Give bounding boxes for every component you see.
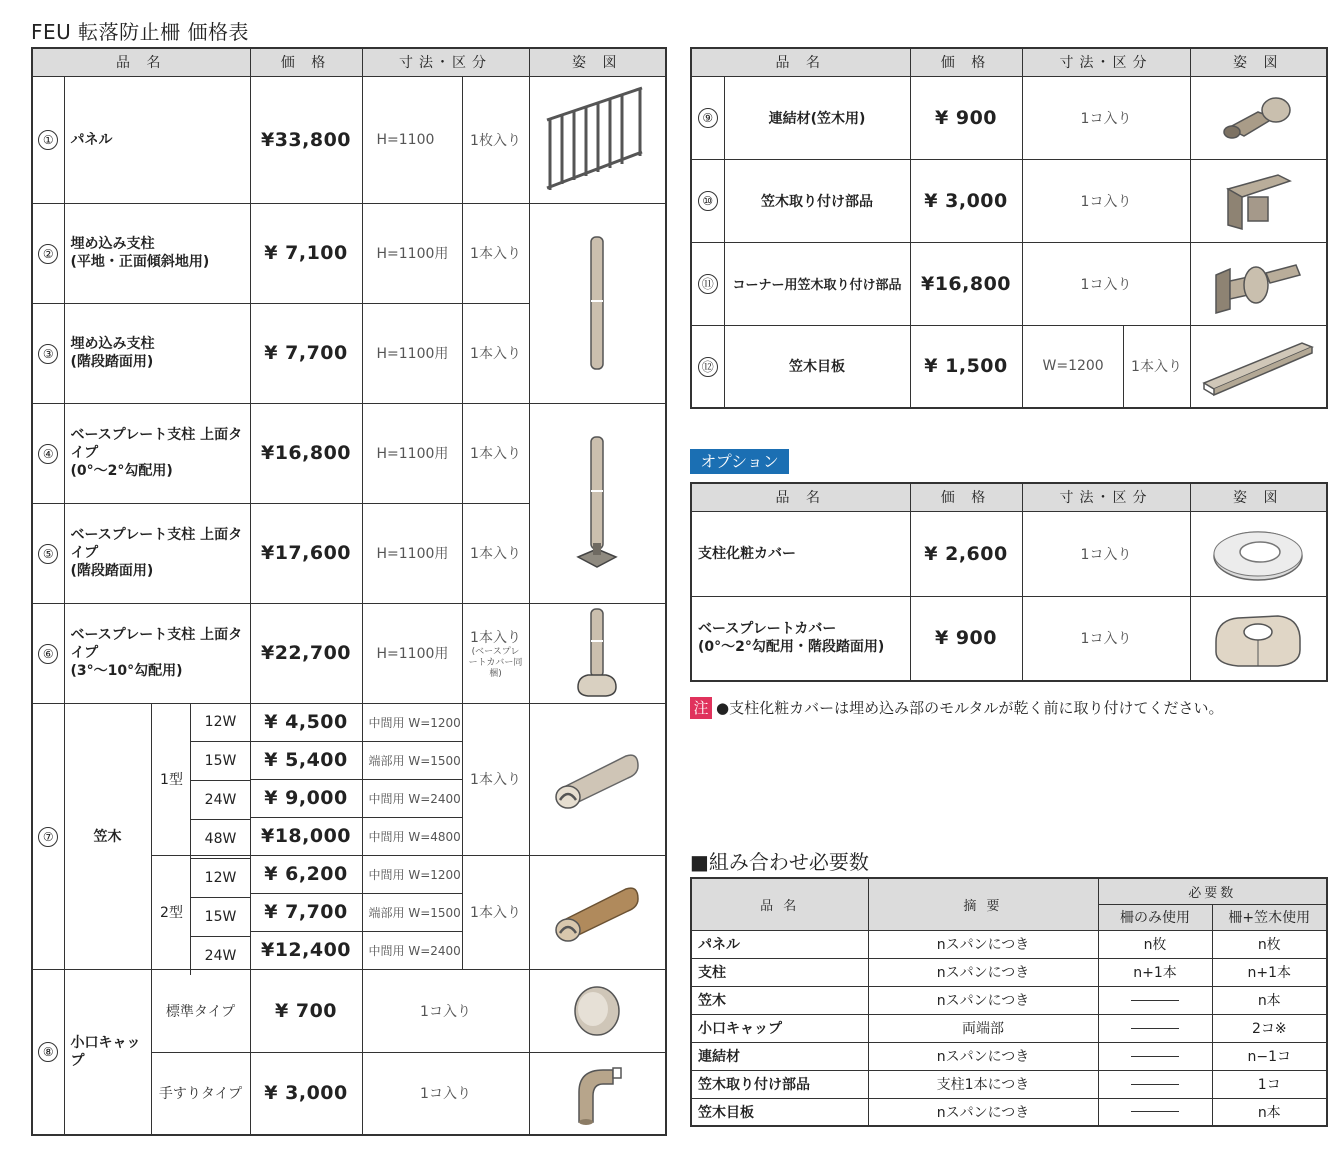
table-row [691,1098,1327,1126]
combo-fence-only [1098,1070,1212,1098]
combo-fence-handrail: n本 [1212,986,1327,1014]
table-row [691,511,1327,596]
width-label: 24W [190,780,250,819]
combo-header-need: 必要数 [1098,878,1327,904]
item-price: ¥ 1,500 [910,325,1022,408]
dash-mark [1131,1111,1179,1112]
item-number: ⑤ [38,544,58,564]
cap-handrail-figure [529,1052,666,1135]
item-qty: 1本入り (ベースプレートカバー同梱) [462,603,529,703]
item-price: ¥12,400 [250,931,362,969]
dash-mark [1131,1056,1179,1057]
item-price: ¥ 700 [250,969,362,1052]
header-name: 品 名 [691,483,910,511]
item-price: ¥17,600 [250,503,362,603]
bracket-image-icon [1218,169,1298,233]
note [690,697,1224,719]
item-size: H=1100 [362,76,462,203]
combo-fence-only [1098,1098,1212,1126]
elbow-cap-image-icon [567,1058,627,1128]
item-number: ④ [38,444,58,464]
item-number: ② [38,244,58,264]
item-price: ¥ 3,000 [250,1052,362,1135]
item-price: ¥33,800 [250,76,362,203]
width-label: 15W [190,741,250,780]
cap-standard-figure [529,969,666,1052]
corner-bracket-image-icon [1208,251,1308,317]
item-name: 支柱化粧カバー [691,511,910,596]
header-figure: 姿 図 [1190,48,1327,76]
item-number: ⑧ [38,1042,58,1062]
combo-item-name: 支柱 [691,958,868,986]
table-row [691,76,1327,159]
combo-fence-only: n+1本 [1098,958,1212,986]
type-label: 2型 [160,905,183,921]
item-size: 端部用 W=1500 [362,741,462,779]
item-qty: 1本入り [462,403,529,503]
width-label: 15W [190,897,250,936]
item-name: 笠木取り付け部品 [724,159,910,242]
combo-desc: 支柱1本につき [868,1070,1098,1098]
item-price: ¥ 4,500 [250,703,362,741]
page-title: FEU 転落防止柵 価格表 [31,20,249,44]
item-price: ¥16,800 [910,242,1022,325]
item-price: ¥ 2,600 [910,511,1022,596]
table-row [691,159,1327,242]
item-qty: 1コ入り [1022,511,1190,596]
accessory-price-table [690,47,1328,409]
post-figure [529,203,666,403]
table-row [691,325,1327,408]
item-size: 中間用 W=2400 [362,779,462,817]
table-row [691,242,1327,325]
combo-item-name: 連結材 [691,1042,868,1070]
item-price: ¥22,700 [250,603,362,703]
table-row [691,1070,1327,1098]
combo-fence-handrail: 2コ※ [1212,1014,1327,1042]
combo-item-name: 笠木取り付け部品 [691,1070,868,1098]
bracket-figure [1190,159,1327,242]
combination-title: ■組み合わせ必要数 [690,850,869,874]
handrail-type1-image-icon [552,744,642,814]
header-size: 寸法･区分 [1022,48,1190,76]
table-row [32,403,666,503]
combo-fence-only [1098,1014,1212,1042]
table-row [691,1042,1327,1070]
cover-strip-image-icon [1198,333,1318,399]
combo-desc: 両端部 [868,1014,1098,1042]
item-size: 端部用 W=1500 [362,893,462,931]
header-figure: 姿 図 [529,48,666,76]
item-name: 連結材(笠木用) [724,76,910,159]
item-price: ¥ 6,200 [250,855,362,893]
item-price: ¥ 900 [910,76,1022,159]
header-size: 寸法･区分 [1022,483,1190,511]
item-number: ① [38,130,58,150]
post-cover-image-icon [1208,524,1308,584]
combo-header-fence-only: 柵のみ使用 [1098,904,1212,930]
width-label: 48W [190,819,250,858]
note-badge: 注 [690,697,712,719]
item-qty: 1コ入り [1022,242,1190,325]
item-number: ⑥ [38,644,58,664]
item-size: 中間用 W=2400 [362,931,462,969]
sloped-post-image-icon [572,607,622,699]
item-number: ⑦ [38,827,58,847]
item-qty: 1コ入り [362,1052,529,1135]
item-qty: 1本入り [462,503,529,603]
item-name: 埋め込み支柱 (階段踏面用) [64,303,250,403]
header-price: 価 格 [910,48,1022,76]
item-qty: 1コ入り [1022,596,1190,681]
end-cap-image-icon [567,981,627,1041]
table-row [32,603,666,703]
item-qty: 1コ入り [362,969,529,1052]
item-price: ¥ 5,400 [250,741,362,779]
combo-header-fence-handrail: 柵+笠木使用 [1212,904,1327,930]
item-price: ¥ 7,700 [250,893,362,931]
table-row [691,986,1327,1014]
item-name: 笠木目板 [724,325,910,408]
item-number: ⑨ [698,108,718,128]
item-qty: 1本入り [462,203,529,303]
option-badge: オプション [690,449,789,474]
combo-item-name: パネル [691,930,868,958]
table-row [691,930,1327,958]
item-price: ¥ 9,000 [250,779,362,817]
combo-desc: nスパンにつき [868,1042,1098,1070]
item-number: ③ [38,344,58,364]
combo-fence-handrail: n本 [1212,1098,1327,1126]
cap-type: 標準タイプ [151,969,250,1052]
panel-figure [529,76,666,203]
item-qty: 1本入り [462,703,529,855]
panel-image-icon [542,80,652,200]
item-size: 中間用 W=4800 [362,817,462,855]
item-price: ¥ 900 [910,596,1022,681]
table-row [32,703,666,741]
combo-desc: nスパンにつき [868,958,1098,986]
item-name: ベースプレートカバー (0°〜2°勾配用・階段踏面用) [691,596,910,681]
item-number: ⑫ [698,357,718,377]
table-row [32,969,666,1052]
post-image-icon [582,233,612,373]
item-name: ベースプレート支柱 上面タイプ (3°〜10°勾配用) [64,603,250,703]
item-price: ¥ 3,000 [910,159,1022,242]
dash-mark [1131,1028,1179,1029]
header-name: 品 名 [691,48,910,76]
item-size: 中間用 W=1200 [362,703,462,741]
item-name: ベースプレート支柱 上面タイプ (0°〜2°勾配用) [64,403,250,503]
item-number: ⑩ [698,191,718,211]
item-qty: 1枚入り [462,76,529,203]
corner-bracket-figure [1190,242,1327,325]
sloped-post-figure [529,603,666,703]
item-qty-note: (ベースプレートカバー同梱) [468,646,523,679]
item-size: H=1100用 [362,503,462,603]
item-qty: 1本入り [462,855,529,969]
item-price: ¥16,800 [250,403,362,503]
table-row [691,1014,1327,1042]
combo-fence-only [1098,1042,1212,1070]
item-price: ¥18,000 [250,817,362,855]
header-figure: 姿 図 [1190,483,1327,511]
baseplate-post-figure [529,403,666,603]
item-qty: 1コ入り [1022,159,1190,242]
combination-table [690,877,1328,1127]
item-name: ベースプレート支柱 上面タイプ (階段踏面用) [64,503,250,603]
width-label: 12W [190,703,250,741]
item-qty: 1本入り [462,303,529,403]
item-name: コーナー用笠木取り付け部品 [724,242,910,325]
kasagi2-figure [529,855,666,969]
item-size: H=1100用 [362,303,462,403]
dash-mark [1131,1084,1179,1085]
kasagi1-figure [529,703,666,855]
cover-strip-figure [1190,325,1327,408]
item-qty: 1本入り [1123,325,1190,408]
combo-item-name: 笠木目板 [691,1098,868,1126]
table-row [691,596,1327,681]
item-price: ¥ 7,700 [250,303,362,403]
combo-desc: nスパンにつき [868,986,1098,1014]
combo-fence-handrail: n−1コ [1212,1042,1327,1070]
combo-item-name: 小口キャップ [691,1014,868,1042]
combo-fence-only [1098,986,1212,1014]
connector-image-icon [1218,88,1298,148]
connector-figure [1190,76,1327,159]
combo-desc: nスパンにつき [868,930,1098,958]
combo-item-name: 笠木 [691,986,868,1014]
item-size: H=1100用 [362,403,462,503]
header-price: 価 格 [250,48,362,76]
combo-fence-handrail: n枚 [1212,930,1327,958]
type-label: 1型 [160,772,183,788]
combo-fence-handrail: n+1本 [1212,958,1327,986]
item-number: ⑪ [698,274,718,294]
combo-fence-only: n枚 [1098,930,1212,958]
header-size: 寸法･区分 [362,48,529,76]
option-price-table [690,482,1328,682]
combo-fence-handrail: 1コ [1212,1070,1327,1098]
item-name: 埋め込み支柱 (平地・正面傾斜地用) [64,203,250,303]
table-row [691,958,1327,986]
note-text: ●支柱化粧カバーは埋め込み部のモルタルが乾く前に取り付けてください。 [716,699,1224,717]
cap-type: 手すりタイプ [151,1052,250,1135]
item-price: ¥ 7,100 [250,203,362,303]
item-size: H=1100用 [362,203,462,303]
item-size: H=1100用 [362,603,462,703]
dash-mark [1131,1000,1179,1001]
item-name: 笠木 [64,703,151,969]
baseplate-cover-image-icon [1208,606,1308,670]
combo-header-name: 品 名 [691,878,868,930]
header-price: 価 格 [910,483,1022,511]
item-name: 小口キャップ [64,969,151,1135]
width-label: 24W [190,936,250,975]
combo-desc: nスパンにつき [868,1098,1098,1126]
item-size: 中間用 W=1200 [362,855,462,893]
handrail-type2-image-icon [552,877,642,947]
main-price-table [31,47,667,1136]
baseplate-cover-figure [1190,596,1327,681]
width-label: 12W [190,858,250,897]
table-row [32,76,666,203]
item-qty: 1コ入り [1022,76,1190,159]
item-size: W=1200 [1022,325,1123,408]
baseplate-post-image-icon [572,433,622,573]
combo-header-desc: 摘 要 [868,878,1098,930]
post-cover-figure [1190,511,1327,596]
item-name: パネル [64,76,250,203]
header-name: 品 名 [32,48,250,76]
table-row [32,203,666,303]
